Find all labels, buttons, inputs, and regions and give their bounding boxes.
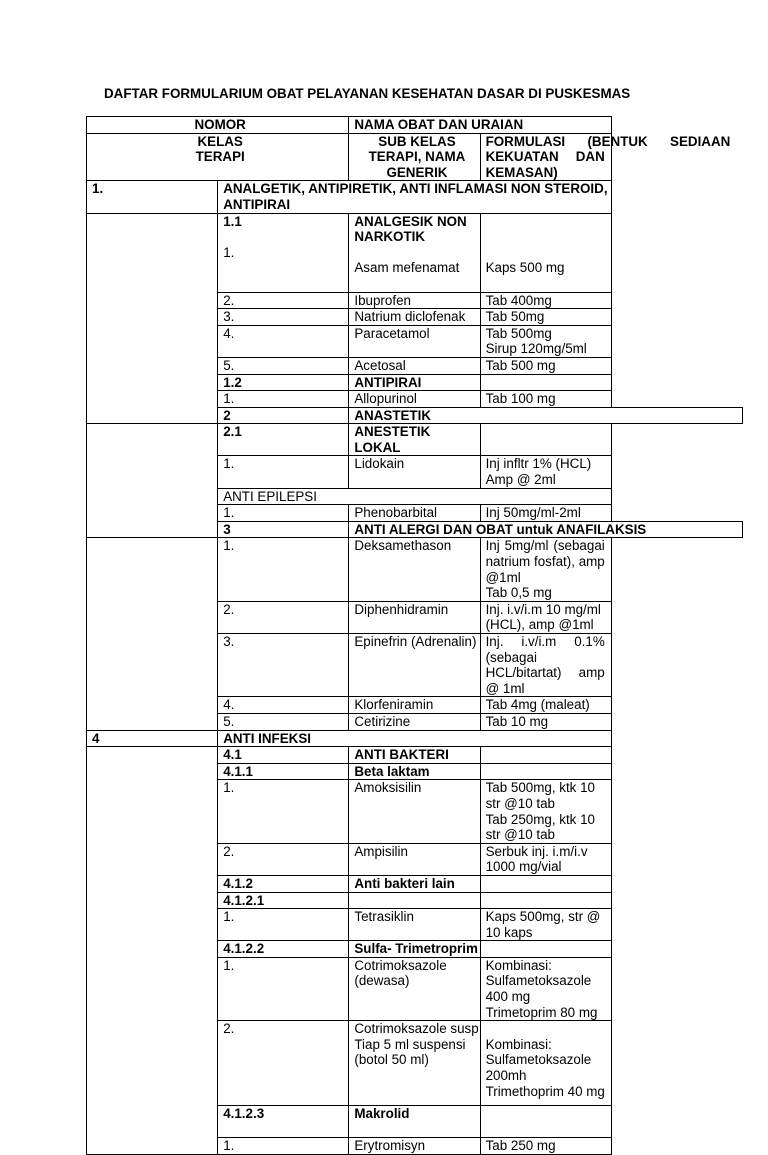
drug-name: Lidokain — [349, 456, 480, 488]
item-number: 2. — [218, 601, 349, 633]
subsection-title: Beta laktam — [349, 763, 480, 780]
drug-formulation: Kombinasi: Sulfametoksazole 200mh Trimethoprim 40 mg — [480, 1021, 611, 1106]
drug-formulation: Tab 500 mg — [480, 357, 611, 374]
drug-name: Amoksisilin — [349, 780, 480, 843]
item-number: 1. — [218, 780, 349, 843]
section-title: ANTI INFEKSI — [218, 730, 612, 747]
section-title: ANALGETIK, ANTIPIRETIK, ANTI INFLAMASI NON STEROID, ANTIPIRAI — [218, 181, 612, 213]
empty-cell — [480, 1106, 611, 1138]
drug-formulation: Tab 100 mg — [480, 391, 611, 408]
drug-formulation: Tab 250 mg — [480, 1138, 611, 1155]
empty-cell — [480, 424, 611, 456]
section-number: 1. — [87, 181, 218, 213]
subsection-code: 4.1.2.1 — [218, 892, 349, 909]
item-number: 1. — [218, 538, 349, 601]
drug-name: ANALGESIK NON NARKOTIK Asam mefenamat — [349, 213, 480, 292]
drug-name: Cotrimoksazole (dewasa) — [349, 957, 480, 1020]
subsection-row — [87, 747, 743, 764]
drug-formulation: Tab 10 mg — [480, 713, 611, 730]
item-number: 5. — [218, 357, 349, 374]
subsection-title: ANTI EPILEPSI — [218, 488, 612, 505]
subsection-title: ANTI BAKTERI — [349, 747, 480, 764]
item-number: 2. — [218, 843, 349, 875]
subsection-row — [87, 424, 743, 456]
drug-formulation: Tab 500mg, ktk 10 str @10 tab Tab 250mg, ktk 10 str @10 tab — [480, 780, 611, 843]
section-row — [87, 730, 743, 747]
section-gutter — [87, 538, 218, 730]
header-formulasi: FORMULASI (BENTUK SEDIAAN KEKUATAN DAN KEMASAN) — [480, 133, 611, 181]
drug-formulation: Inj. i.v/i.m 0.1% (sebagai HCL/bitartat) amp @ 1ml — [480, 634, 611, 697]
subsection-title: Sulfa- Trimetroprim — [349, 941, 480, 958]
item-number: 4. — [218, 325, 349, 357]
item-number: 1. — [218, 391, 349, 408]
subsection-code: 1.2 — [218, 374, 349, 391]
header-nama-obat-uraian: NAMA OBAT DAN URAIAN — [349, 117, 611, 134]
subsection-code: 4.1 — [218, 747, 349, 764]
section-gutter — [87, 213, 218, 424]
item-number: 1. — [218, 1138, 349, 1155]
drug-name: Paracetamol — [349, 325, 480, 357]
item-number: 4. — [218, 697, 349, 714]
drug-name: Klorfeniramin — [349, 697, 480, 714]
subsection-code: 2.1 — [218, 424, 349, 456]
empty-cell — [480, 941, 611, 958]
drug-name: Epinefrin (Adrenalin) — [349, 634, 480, 697]
section-row — [87, 181, 743, 213]
drug-formulation: Kaps 500 mg — [480, 213, 611, 292]
section-title: ANTI ALERGI DAN OBAT untuk ANAFILAKSIS — [349, 521, 743, 538]
drug-formulation: Tab 500mg Sirup 120mg/5ml — [480, 325, 611, 357]
subsection-code: 4.1.2 — [218, 875, 349, 892]
empty-cell — [349, 892, 480, 909]
subsection-code: 4.1.2.3 — [218, 1106, 349, 1138]
drug-formulation: Tab 400mg — [480, 292, 611, 309]
item-number: 1. — [218, 909, 349, 941]
section-gutter — [87, 747, 218, 1155]
item-number: 3. — [218, 309, 349, 326]
drug-name: Natrium diclofenak — [349, 309, 480, 326]
drug-name: Tetrasiklin — [349, 909, 480, 941]
drug-name: Allopurinol — [349, 391, 480, 408]
subsection-title: ANTIPIRAI — [349, 374, 480, 391]
formulary-table — [86, 116, 743, 1155]
empty-cell — [480, 747, 611, 764]
drug-name: Deksamethason — [349, 538, 480, 601]
section-number: 4 — [87, 730, 218, 747]
subsection-title: Makrolid — [349, 1106, 480, 1138]
drug-formulation: Tab 4mg (maleat) — [480, 697, 611, 714]
empty-cell — [480, 875, 611, 892]
drug-formulation: Inj infltr 1% (HCL) Amp @ 2ml — [480, 456, 611, 488]
drug-formulation: Inj. i.v/i.m 10 mg/ml (HCL), amp @1ml — [480, 601, 611, 633]
item-number: 2. — [218, 1021, 349, 1106]
drug-formulation: Inj 50mg/ml-2ml — [480, 505, 611, 522]
drug-name: Erytromisyn — [349, 1138, 480, 1155]
subsection-code: 4.1.1 — [218, 763, 349, 780]
subsection-code: 4.1.2.2 — [218, 941, 349, 958]
item-number: 3. — [218, 634, 349, 697]
item-number: 1.1 1. — [218, 213, 349, 292]
drug-name: Acetosal — [349, 357, 480, 374]
page-title: DAFTAR FORMULARIUM OBAT PELAYANAN KESEHATAN DASAR DI PUSKESMAS — [104, 86, 631, 101]
item-number: 5. — [218, 713, 349, 730]
item-number: 1. — [218, 505, 349, 522]
item-number: 1. — [218, 957, 349, 1020]
drug-formulation: Kombinasi: Sulfametoksazole 400 mg Trimetoprim 80 mg — [480, 957, 611, 1020]
subsection-title: Anti bakteri lain — [349, 875, 480, 892]
drug-formulation: Serbuk inj. i.m/i.v 1000 mg/vial — [480, 843, 611, 875]
section-number: 2 — [218, 407, 349, 424]
drug-name: Ibuprofen — [349, 292, 480, 309]
empty-cell — [480, 892, 611, 909]
drug-name: Diphenhidramin — [349, 601, 480, 633]
drug-formulation: Tab 50mg — [480, 309, 611, 326]
section-gutter — [87, 424, 218, 538]
header-row-2 — [87, 133, 743, 181]
header-sub-kelas: SUB KELAS TERAPI, NAMA GENERIK — [349, 133, 480, 181]
drug-name: Ampisilin — [349, 843, 480, 875]
drug-formulation: Kaps 500mg, str @ 10 kaps — [480, 909, 611, 941]
subsection-title: ANESTETIK LOKAL — [349, 424, 480, 456]
header-row-1 — [87, 117, 743, 134]
drug-name: Cetirizine — [349, 713, 480, 730]
header-nomor: NOMOR — [87, 117, 349, 134]
empty-cell — [480, 374, 611, 391]
empty-cell — [480, 763, 611, 780]
drug-name: Cotrimoksazole susp Tiap 5 ml suspensi (botol 50 ml) — [349, 1021, 480, 1106]
drug-formulation: Inj 5mg/ml (sebagai natrium fosfat), amp @1ml Tab 0,5 mg — [480, 538, 611, 601]
item-number: 2. — [218, 292, 349, 309]
drug-name: Phenobarbital — [349, 505, 480, 522]
header-kelas-terapi: KELAS TERAPI — [87, 133, 349, 181]
section-title: ANASTETIK — [349, 407, 743, 424]
drug-row — [87, 538, 743, 601]
section-number: 3 — [218, 521, 349, 538]
item-number: 1. — [218, 456, 349, 488]
drug-row — [87, 213, 743, 292]
